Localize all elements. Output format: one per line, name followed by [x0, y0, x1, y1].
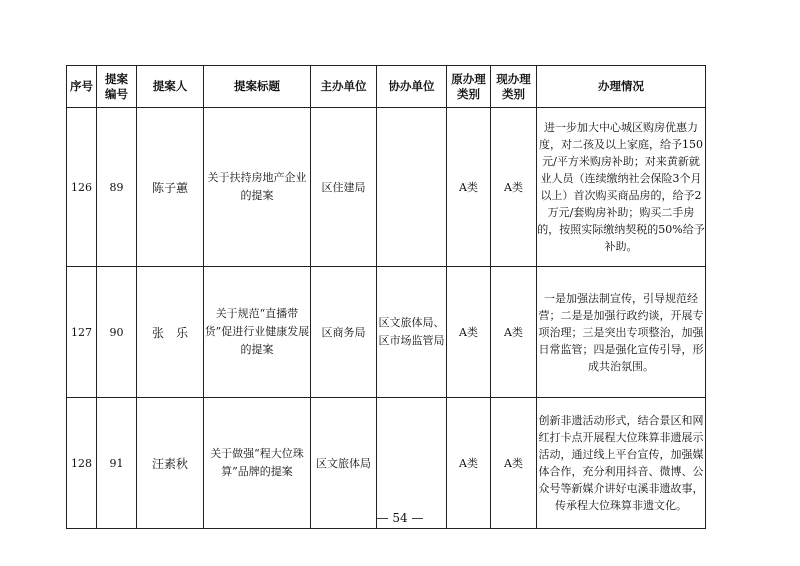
header-proposal-no: 提案编号: [97, 66, 137, 108]
cell-curr-category: A类: [491, 267, 537, 398]
cell-proposal-no: 89: [97, 108, 137, 267]
cell-seq: 128: [67, 398, 97, 529]
cell-seq: 126: [67, 108, 97, 267]
cell-orig-category: A类: [447, 108, 491, 267]
proposal-table: [66, 65, 706, 529]
header-status: 办理情况: [537, 66, 706, 108]
cell-title: 关于做强“程大位珠算”品牌的提案: [204, 398, 311, 529]
table-row: [67, 267, 706, 398]
header-proposer: 提案人: [137, 66, 204, 108]
cell-curr-category: A类: [491, 108, 537, 267]
cell-proposal-no: 91: [97, 398, 137, 529]
cell-status: 创新非遗活动形式，结合景区和网红打卡点开展程大位珠算非遗展示活动，通过线上平台宣传，加强媒体合作，充分利用抖音、微博、公众号等新媒介讲好屯溪非遗故事，传承程大位珠算非遗文化。: [537, 398, 706, 529]
header-curr-category: 现办理类别: [491, 66, 537, 108]
cell-lead-unit: 区商务局: [311, 267, 377, 398]
cell-proposer: 汪素秋: [137, 398, 204, 529]
cell-status: 一是加强法制宣传，引导规范经营；二是是加强行政约谈，开展专项治理；三是突出专项整治，加强日常监管；四是强化宣传引导，形成共治氛围。: [537, 267, 706, 398]
header-orig-category: 原办理类别: [447, 66, 491, 108]
header-co-unit: 协办单位: [377, 66, 447, 108]
cell-status: 进一步加大中心城区购房优惠力度，对二孩及以上家庭，给予150元/平方米购房补助；对来黄新就业人员（连续缴纳社会保险3个月以上）首次购买商品房的，给予2万元/套购房补助；购买二手房的，按照实际缴纳契税的50%给予补助。: [537, 108, 706, 267]
header-seq: 序号: [67, 66, 97, 108]
table-header-row: [67, 66, 706, 108]
header-title: 提案标题: [204, 66, 311, 108]
cell-co-unit: [377, 108, 447, 267]
cell-proposal-no: 90: [97, 267, 137, 398]
cell-title: 关于规范“直播带货”促进行业健康发展的提案: [204, 267, 311, 398]
cell-lead-unit: 区住建局: [311, 108, 377, 267]
cell-lead-unit: 区文旅体局: [311, 398, 377, 529]
cell-seq: 127: [67, 267, 97, 398]
header-lead-unit: 主办单位: [311, 66, 377, 108]
cell-curr-category: A类: [491, 398, 537, 529]
cell-proposer: 陈子蕙: [137, 108, 204, 267]
cell-co-unit: [377, 398, 447, 529]
cell-co-unit: 区文旅体局、区市场监管局: [377, 267, 447, 398]
cell-title: 关于扶持房地产企业的提案: [204, 108, 311, 267]
cell-proposer: 张 乐: [137, 267, 204, 398]
cell-orig-category: A类: [447, 398, 491, 529]
page-number: — 54 —: [376, 511, 424, 525]
table-row: [67, 398, 706, 529]
cell-orig-category: A类: [447, 267, 491, 398]
table-row: [67, 108, 706, 267]
